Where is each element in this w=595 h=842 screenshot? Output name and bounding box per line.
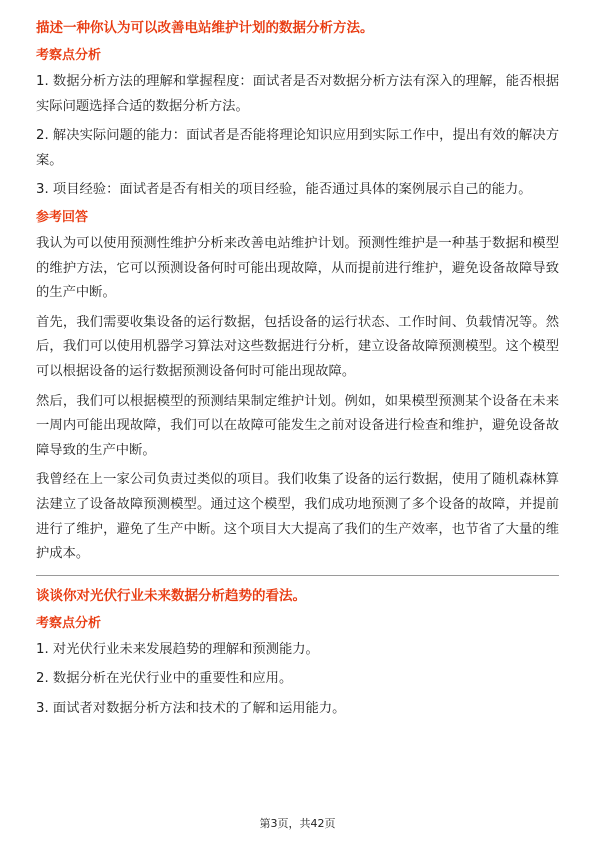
section-divider bbox=[36, 575, 559, 576]
answer-paragraph-1: 我认为可以使用预测性维护分析来改善电站维护计划。预测性维护是一种基于数据和模型的维护方法，它可以预测设备何时可能出现故障，从而提前进行维护，避免设备故障导致的生产中断。 bbox=[36, 235, 559, 301]
question-1-title: 描述一种你认为可以改善电站维护计划的数据分析方法。 bbox=[36, 20, 374, 36]
analysis-heading-2: 考察点分析 bbox=[36, 615, 102, 631]
analysis-heading-1: 考察点分析 bbox=[36, 48, 102, 63]
answer-paragraph-4: 我曾经在上一家公司负责过类似的项目。我们收集了设备的运行数据，使用了随机森林算法建立了设备故障预测模型。通过这个模型，我们成功地预测了多个设备的故障，并提前进行了维护，避免了生产中断。这个项目大大提高了我们的生产效率，也节省了大量的维护成本。 bbox=[36, 472, 559, 562]
page-number: 第3页，共42页 bbox=[259, 817, 336, 830]
analysis-item-3: 3. 项目经验：面试者是否有相关的项目经验，能否通过具体的案例展示自己的能力。 bbox=[36, 182, 532, 198]
answer-heading: 参考回答 bbox=[36, 209, 89, 225]
answer-paragraph-3: 然后，我们可以根据模型的预测结果制定维护计划。例如，如果模型预测某个设备在未来一周内可能出现故障，我们可以在故障可能发生之前对设备进行检查和维护，避免设备故障导致的生产中断。 bbox=[36, 393, 559, 458]
analysis-item-1: 1. 数据分析方法的理解和掌握程度：面试者是否对数据分析方法有深入的理解，能否根据实际问题选择合适的数据分析方法。 bbox=[36, 74, 559, 114]
analysis-item-2: 2. 解决实际问题的能力：面试者是否能将理论知识应用到实际工作中，提出有效的解决方案。 bbox=[36, 128, 559, 168]
question-2-title: 谈谈你对光伏行业未来数据分析趋势的看法。 bbox=[36, 587, 306, 604]
analysis-item-4: 1. 对光伏行业未来发展趋势的理解和预测能力。 bbox=[36, 641, 319, 657]
answer-paragraph-2: 首先，我们需要收集设备的运行数据，包括设备的运行状态、工作时间、负载情况等。然后，我们可以使用机器学习算法对这些数据进行分析，建立设备故障预测模型。这个模型可以根据设备的运行数据预测设备何时可能出现故障。 bbox=[36, 314, 559, 379]
analysis-item-5: 2. 数据分析在光伏行业中的重要性和应用。 bbox=[36, 671, 293, 687]
document-page bbox=[36, 18, 559, 726]
analysis-item-6: 3. 面试者对数据分析方法和技术的了解和运用能力。 bbox=[36, 700, 346, 716]
